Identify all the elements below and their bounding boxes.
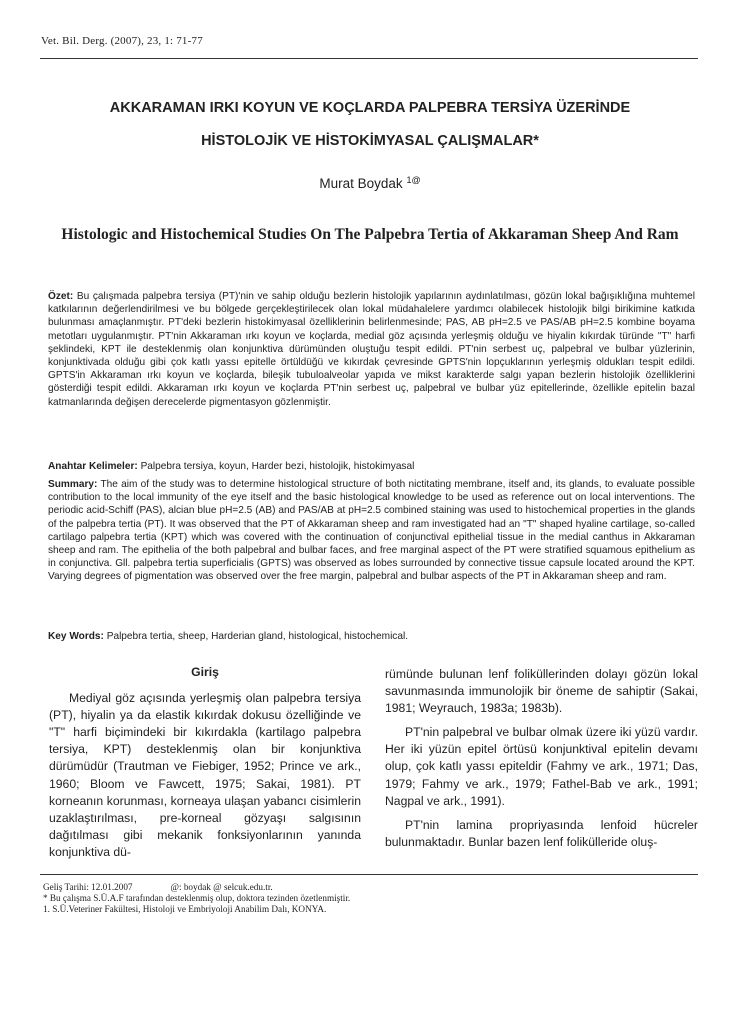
affiliation-note: 1. S.Ü.Veteriner Fakültesi, Histoloji ve Embriyoloji Anabilim Dalı, KONYA. xyxy=(43,904,327,915)
header-rule xyxy=(40,58,698,59)
summary-text: The aim of the study was to determine histological structure of both nictitating membrane, itself and, its glands, to evaluate possible contribution to the local immunity of the eye itself and the basic histological knowledge to be used as reference out on local interventions. The periodic acid-Schiff (PAS), alcian blue pH=2.5 (AB) and PAS/AB at pH=2.5 combined staining was used to histochemical properties in the glands of the palpebra tertia (PT). It was observed that the PT of Akkaraman sheep and ram investigated had an "T" shaped hyaline cartilage, so-called cartilago palpebra tertia (KPT) which was covered with the continuation of conjunctival epithelial tissue in the medial canthus in Akkaraman sheep and ram. The epithelia of the both palpebral and bulbar faces, and free marginal aspect of the PT were stratified squamous epithelium as in conjunctiva. Gll. palpebra tertia superficialis (GPTS) was observed as lobes surrounded by connective tissue capsule located around the KPT. Varying degrees of pigmentation was observed over the free margin, palpebral and bulbar aspects of the PT in Akkaraman sheep and ram. xyxy=(48,479,696,583)
anahtar-text: Palpebra tersiya, koyun, Harder bezi, histolojik, histokimyasal xyxy=(140,461,415,472)
anahtar-label: Anahtar Kelimeler: xyxy=(48,461,138,472)
summary-label: Summary: xyxy=(48,479,98,490)
body-column-right xyxy=(385,666,698,851)
key-words xyxy=(48,630,695,643)
author-marks: 1@ xyxy=(406,175,421,185)
keywords-label: Key Words: xyxy=(48,631,104,642)
keywords-text: Palpebra tertia, sheep, Harderian gland, histological, histochemical. xyxy=(106,631,409,642)
footnote-rule xyxy=(40,874,698,875)
article-title xyxy=(40,92,700,158)
received-date: Geliş Tarihi: 12.01.2007 xyxy=(43,882,133,892)
ozet-label: Özet: xyxy=(48,291,74,302)
title-line-1: AKKARAMAN IRKI KOYUN VE KOÇLARDA PALPEBRA TERSİYA ÜZERİNDE xyxy=(109,100,631,116)
journal-citation: Vet. Bil. Derg. (2007), 23, 1: 71-77 xyxy=(41,35,203,47)
funding-note: * Bu çalışma S.Ü.A.F tarafından desteklenmiş olup, doktora tezinden özetlenmiştir. xyxy=(43,893,351,904)
author-name: Murat Boydak xyxy=(319,176,403,191)
body-paragraph: rümünde bulunan lenf foliküllerinden dolayı gözün lokal savunmasında immunolojik bir öneme de sahiptir (Sakai, 1981; Weyrauch, 1983a; 1983b). xyxy=(385,667,698,716)
body-paragraph: PT'nin lamina propriyasında lenfoid hücreler bulunmaktadır. Bunlar bazen lenf folikülleride oluş- xyxy=(385,817,698,849)
english-title: Histologic and Histochemical Studies On The Palpebra Tertia of Akkaraman Sheep And Ram xyxy=(61,226,679,243)
author-email: @: boydak @ selcuk.edu.tr. xyxy=(170,882,273,892)
author xyxy=(40,175,700,191)
ozet-text: Bu çalışmada palpebra tersiya (PT)'nin ve sahip olduğu bezlerin histolojik yapılarının aydınlatılması, gözün lokal bağışıklığına muhtemel katkılarının değerlendirilmesi ve bu bölgede gerçekleştirilecek olan lokal müdahalelere yardımcı olabilecek histolojik bilgi birikimine katkıda bulunması amaçlanmıştır. PT'deki bezlerin histokimyasal özelliklerinin belirlenmesinde; PAS, AB pH=2.5 ve PAS/AB pH=2.5 kombine boyama metotları uygulanmıştır. PT'nin Akkaraman ırkı koyun ve koçlarda, medial göz açısında yerleşmiş olduğu ve hiyalin kıkırdak türünde "T" harfi şeklindeki, KPT ile desteklenmiş olan konjunktiva dürümünden oluştuğu tespit edildi. PT'nin serbest uç, palpebral ve bulbar yüzlerinin, konjunktivada olduğu gibi çok katlı yassı epitelle örtüldüğü ve kıkırdak çevresinde GPTS'nin lopçuklarının yerleşmiş oldukları tespit edildi. GPTS'in Akkaraman ırkı koyun ve koçlarda, bileşik tubuloalveolar yapıda ve mikst karakterde salgı yapan bezlerin histolojik özelliklerini gösterdiği tespit edildi. Akkaraman ırkı koyun ve koçlarda PT'nin serbest uç, palpebral ve bulbar yüz epitellerinde, özellikle epitelin bazal katmanlarında değişen derecelerde pigmentasyon gözlenmiştir. xyxy=(48,291,695,408)
body-column-left xyxy=(49,664,361,861)
ozet-abstract xyxy=(48,290,695,409)
body-paragraph: PT'nin palpebral ve bulbar olmak üzere iki yüzü vardır. Her iki yüzün epitel örtüsü konjunktival epitelin devamı olup, çok katlı yassı epiteldir (Fahmy ve ark., 1971; Das, 1979; Fahmy ve ark., 1979; Fathel-Bab ve ark., 1991; Nagpal ve ark., 1991). xyxy=(385,725,698,808)
title-line-2: HİSTOLOJİK VE HİSTOKİMYASAL ÇALIŞMALAR* xyxy=(201,133,539,149)
summary-abstract xyxy=(48,478,695,584)
section-heading-giris: Giriş xyxy=(191,665,219,679)
body-paragraph: Mediyal göz açısında yerleşmiş olan palpebra tersiya (PT), hiyalin ya da elastik kıkırdak dokusu özelliğinde ve "T" harfi biçimindeki bir kıkırdakla (kartilago palpebra tersiya, KPT) desteklenmiş olan bir konjunktiva dürümüdür (Trautman ve Fiebiger, 1952; Prince ve ark., 1960; Bloom ve Fawcett, 1975; Sakai, 1981). PT korneanın korunması, korneaya ulaşan yabancı cisimlerin uzaklaştırılması, pre-korneal gözyaşı salgısının dağıtılması gibi mekanik fonksiyonlarının yanında konjunktiva dü- xyxy=(49,691,361,859)
anahtar-kelimeler xyxy=(48,460,695,473)
footnote-line xyxy=(43,882,350,893)
footnotes xyxy=(43,882,350,916)
